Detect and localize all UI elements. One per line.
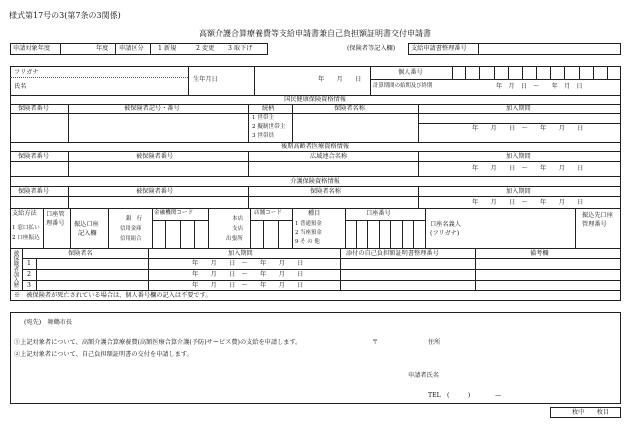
postal-mark: 〒 [372, 339, 379, 346]
account-type-label: 種目 [308, 210, 321, 217]
branch-main: 本店 [232, 216, 244, 222]
period-label: 申請対象年度 [13, 45, 51, 52]
history-cert-label: 添付の自己負担額証明書整理番号 [346, 250, 439, 257]
nhi-insurer-name-label: 保険者名称 [334, 105, 365, 112]
care-insurer-no-label: 保険者番号 [18, 188, 49, 195]
deceased-note: ※ 被保険者が死亡されている場合は、個人番号欄の記入は不要です。 [14, 292, 212, 299]
page-count: 枚中 枚目 [572, 409, 610, 416]
history-insurer-label: 保険者名 [68, 250, 93, 257]
history-period-label: 加入期間 [228, 250, 253, 257]
transfer-entry-label-1: 振込口座 [74, 221, 99, 228]
history-row-no: 2 [27, 271, 31, 278]
holder-label-1: 口座名義人 [430, 221, 461, 228]
nhi-section-title: 国民健康保険資格情報 [284, 96, 346, 103]
history-row-period[interactable]: 年 月 日 〜 年 月 日 [192, 271, 304, 278]
nhi-period-label: 加入期間 [506, 105, 531, 112]
type-ordinary[interactable]: 1 普通預金 [295, 221, 322, 227]
account-number-label: 口座番号 [366, 210, 391, 217]
history-row-period[interactable]: 年 月 日 〜 年 月 日 [192, 282, 304, 289]
addressee: (宛先) 舞鶴市長 [24, 319, 73, 326]
birth-label: 生年月日 [193, 76, 218, 83]
care-section-title: 介護保険資格情報 [290, 178, 340, 185]
tel-label: TEL ( ) — [428, 392, 502, 399]
birth-date[interactable]: 年 月 日 [318, 76, 362, 83]
calc-period-value[interactable]: 年 月 日 〜 年 月 日 [496, 83, 583, 90]
option-change[interactable]: 2 変更 [196, 45, 215, 52]
method-transfer[interactable]: 2 口座振込 [12, 235, 40, 241]
history-row-period[interactable]: 年 月 日 〜 年 月 日 [192, 260, 304, 267]
category-label: 申請区分 [119, 45, 144, 52]
history-row-no: 3 [27, 282, 31, 289]
individual-number-cells[interactable] [452, 66, 621, 79]
insured-history-side-label: 被保険者加入歴 [12, 250, 19, 288]
name-label: 氏名 [14, 83, 27, 90]
transfer-entry-label-2: 記入欄 [78, 230, 97, 237]
care-period-label: 加入期間 [506, 188, 531, 195]
option-new[interactable]: 1 新規 [158, 45, 177, 52]
inst-code-label: 金融機関コード [154, 210, 194, 216]
declaration-line-1: ①上記対象者について、高額介護合算療養費(高額医療合算介護(予防)サービス費)の支給を申請します。 [14, 339, 302, 346]
history-row-no: 1 [27, 260, 31, 267]
furigana-label: フリガナ [14, 69, 39, 76]
elderly-insured-no-label: 被保険者番号 [136, 153, 174, 160]
account-number-cells[interactable] [345, 220, 425, 248]
dest-mgmt-label-1: 振込先口座 [582, 212, 613, 219]
address-label: 住所 [428, 339, 441, 346]
elderly-period-label: 加入期間 [506, 153, 531, 160]
branch-office: 出張所 [226, 236, 243, 242]
dest-mgmt-label-2: 管理番号 [582, 221, 607, 228]
type-other[interactable]: 9 そ の 他 [295, 239, 320, 245]
elderly-period-row[interactable]: 年 月 日 〜 年 月 日 [472, 165, 584, 172]
mgmt-label: 支給申請書整理番号 [411, 45, 467, 52]
elderly-section-title: 後期高齢者医療資格情報 [280, 143, 350, 150]
branch-sub: 支店 [232, 226, 244, 232]
shinkin-label: 信用金庫 [120, 226, 142, 232]
elderly-insurer-no-label: 保険者番号 [18, 153, 49, 160]
relation-head[interactable]: 1 世帯主 [252, 115, 275, 121]
payment-method-label: 支給方法 [12, 210, 37, 217]
insurer-note: (保険者等記入欄) [347, 45, 396, 52]
history-remarks-label: 備考欄 [530, 250, 549, 257]
nhi-period-row[interactable]: 年 月 日 〜 年 月 日 [472, 125, 584, 132]
acct-mgmt-label: 口座管理番号 [46, 211, 65, 227]
declaration-line-2: ②上記対象者について、自己負担額証明書の交付を申請します。 [14, 351, 193, 358]
option-withdraw[interactable]: 3 取下げ [228, 45, 253, 52]
inst-code-cells[interactable] [152, 220, 208, 248]
type-current[interactable]: 2 当座預金 [295, 230, 322, 236]
care-insured-no-label: 被保険者番号 [136, 188, 174, 195]
nhi-insurer-no-label: 保険者番号 [18, 105, 49, 112]
care-insurer-name-label: 保険者名称 [310, 188, 341, 195]
form-title: 高額介護合算療養費等支給申請書兼自己負担額証明書交付申請書 [199, 29, 431, 38]
bank-label: 銀 行 [126, 216, 143, 222]
relation-quasi-head[interactable]: 2 擬制世帯主 [252, 124, 286, 130]
calc-period-label: 計算期間の始期及び終期 [373, 83, 433, 89]
applicant-name-label: 申請者氏名 [408, 372, 439, 379]
care-period-row[interactable]: 年 月 日 〜 年 月 日 [472, 199, 584, 206]
nhi-relation-label: 続柄 [262, 105, 275, 112]
holder-label-2: (フリガナ) [430, 230, 460, 237]
method-window[interactable]: 1 窓口払い [12, 225, 40, 231]
individual-number-label: 個人番号 [398, 69, 423, 76]
form-number: 様式第17号の3(第7条の3関係) [9, 11, 121, 20]
elderly-union-label: 広域連合名称 [310, 153, 348, 160]
branch-code-cells[interactable] [250, 220, 292, 248]
branch-code-label: 店舗コード [254, 210, 282, 216]
nhi-symbol-no-label: 被保険者記号・番号 [124, 105, 180, 112]
relation-member[interactable]: 3 世帯員 [252, 133, 275, 139]
year-unit: 年度 [96, 45, 109, 52]
shinkumi-label: 信用組合 [120, 236, 142, 242]
